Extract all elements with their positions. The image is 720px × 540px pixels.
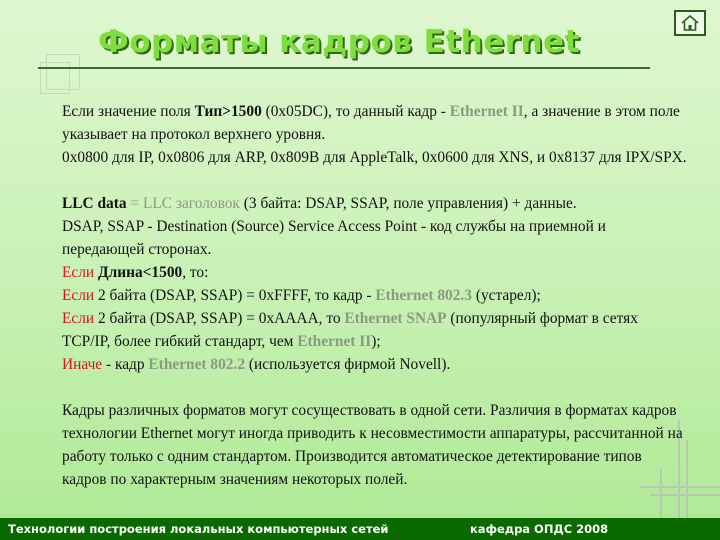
term-ethernet-ii: Ethernet II	[449, 103, 524, 120]
text-run: (популярный формат в сетях TCP/IP, более гибкий стандарт, чем	[62, 310, 638, 350]
paragraph-length-condition	[62, 261, 687, 284]
keyword-if: Если	[62, 264, 95, 281]
text-run: (0x05DC), то данный кадр -	[261, 103, 450, 120]
paragraph-case-snap	[62, 307, 687, 353]
text-run: (3 байта: DSAP, SSAP, поле управления) + данные.	[239, 195, 577, 212]
paragraph-protocol-codes: 0x0800 для IP, 0x0806 для ARP, 0x809B для AppleTalk, 0x0600 для XNS, и 0x8137 для IPX/SPX.	[62, 149, 687, 166]
keyword-if: Если	[62, 310, 95, 327]
field-length-bold: Длина<1500	[94, 264, 183, 281]
paragraph-dsap-ssap: DSAP, SSAP - Destination (Source) Service Access Point - код службы на приемной и передающей сторонах.	[62, 218, 606, 258]
term-ethernet-8022: Ethernet 802.2	[148, 356, 246, 373]
home-icon	[681, 15, 699, 31]
keyword-if: Если	[62, 287, 95, 304]
text-run: - кадр	[102, 356, 149, 373]
text-run: (устарел);	[471, 287, 541, 304]
text-run: , то:	[182, 264, 209, 281]
content-body	[62, 100, 687, 491]
term-ethernet-ii: Ethernet II	[297, 333, 372, 350]
term-llc-header: = LLC заголовок	[126, 195, 240, 212]
decor-line-h2	[650, 494, 720, 496]
paragraph-coexistence: Кадры различных форматов могут сосуществовать в одной сети. Различия в форматах кадров технологии Ethernet могут иногда приводить к несовместимости аппаратуры, рассчитанной на работу только с одним стандартом. Производится автоматическое детектирование типов кадров по характерным значениям некоторых полей.	[62, 402, 683, 488]
paragraph-llc-data	[62, 192, 687, 215]
title-divider	[38, 67, 650, 69]
text-run: 2 байта (DSAP, SSAP) = 0xAAAA, то	[94, 310, 345, 327]
term-llc-data: LLC data	[62, 195, 127, 212]
term-ethernet-8023: Ethernet 802.3	[375, 287, 472, 304]
page-title: Форматы кадров Ethernet	[98, 24, 580, 60]
text-run: Если значение поля	[62, 103, 195, 120]
field-type-bold: Тип>1500	[194, 103, 262, 120]
paragraph-case-8023	[62, 284, 687, 307]
paragraph-case-8022	[62, 353, 687, 376]
text-run: 2 байта (DSAP, SSAP) = 0xFFFF, то кадр -	[94, 287, 376, 304]
text-run: );	[371, 333, 381, 350]
home-button[interactable]	[674, 10, 706, 36]
footer-course-title: Технологии построения локальных компьютерных сетей	[8, 522, 389, 536]
text-run: , а значение в этом поле указывает на протокол верхнего уровня.	[62, 103, 680, 143]
term-ethernet-snap: Ethernet SNAP	[344, 310, 447, 327]
footer-department: кафедра ОПДС 2008	[470, 522, 609, 536]
footer-bar	[0, 518, 720, 540]
text-run: (используется фирмой Novell).	[245, 356, 451, 373]
paragraph-type-field	[62, 100, 687, 146]
keyword-else: Иначе	[62, 356, 103, 373]
